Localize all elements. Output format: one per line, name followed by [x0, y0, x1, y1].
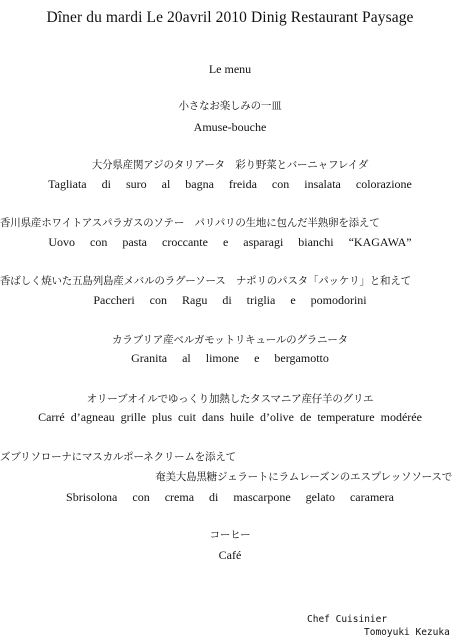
course-8-japanese: コーヒー — [209, 529, 251, 541]
course-5-italian: Granita al limone e bergamotto — [131, 351, 329, 365]
signature-role: Chef Cuisinier — [307, 614, 388, 625]
course-7-italian: Sbrisolona con crema di mascarpone gelato caramera — [66, 490, 394, 504]
menu-heading: Le menu — [208, 62, 252, 76]
course-8-french: Café — [218, 548, 242, 562]
course-3-italian: Uovo con pasta croccante e asparagi bianchi “KAGAWA” — [48, 235, 412, 249]
course-2-italian: Tagliata di suro al bagna freida con insalata colorazione — [48, 177, 412, 191]
course-1-japanese: 小さなお楽しみの一皿 — [178, 100, 282, 112]
course-4-japanese: 香ばしく焼いた五島列島産メバルのラグーソース ナポリのパスタ「パッケリ」と和えて — [0, 275, 411, 287]
course-6-japanese: オリーブオイルでゆっくり加熱したタスマニア産仔羊のグリエ — [86, 393, 374, 405]
course-5-japanese: カラブリア産ベルガモットリキュールのグラニータ — [112, 334, 348, 346]
signature-name: Tomoyuki Kezuka — [364, 627, 450, 638]
course-2-japanese: 大分県産関アジのタリアータ 彩り野菜とバーニャフレイダ — [91, 159, 369, 171]
menu-title: Dîner du mardi Le 20avril 2010 Dinig Restaurant Paysage — [46, 9, 414, 26]
course-6-french: Carré d’agneau grille plus cuit dans huile d’olive de temperature modérée — [38, 410, 422, 424]
course-7-japanese: ズブリソローナにマスカルポーネクリームを添えて — [0, 451, 236, 463]
course-1-french: Amuse-bouche — [193, 120, 267, 134]
course-4-italian: Paccheri con Ragu di triglia e pomodorini — [93, 293, 367, 307]
course-3-japanese: 香川県産ホワイトアスパラガスのソテー パリパリの生地に包んだ半熟卵を添えて — [0, 217, 380, 229]
course-7-japanese-2: 奄美大島黒糖ジェラートにラムレーズンのエスプレッソソースで — [155, 471, 452, 483]
